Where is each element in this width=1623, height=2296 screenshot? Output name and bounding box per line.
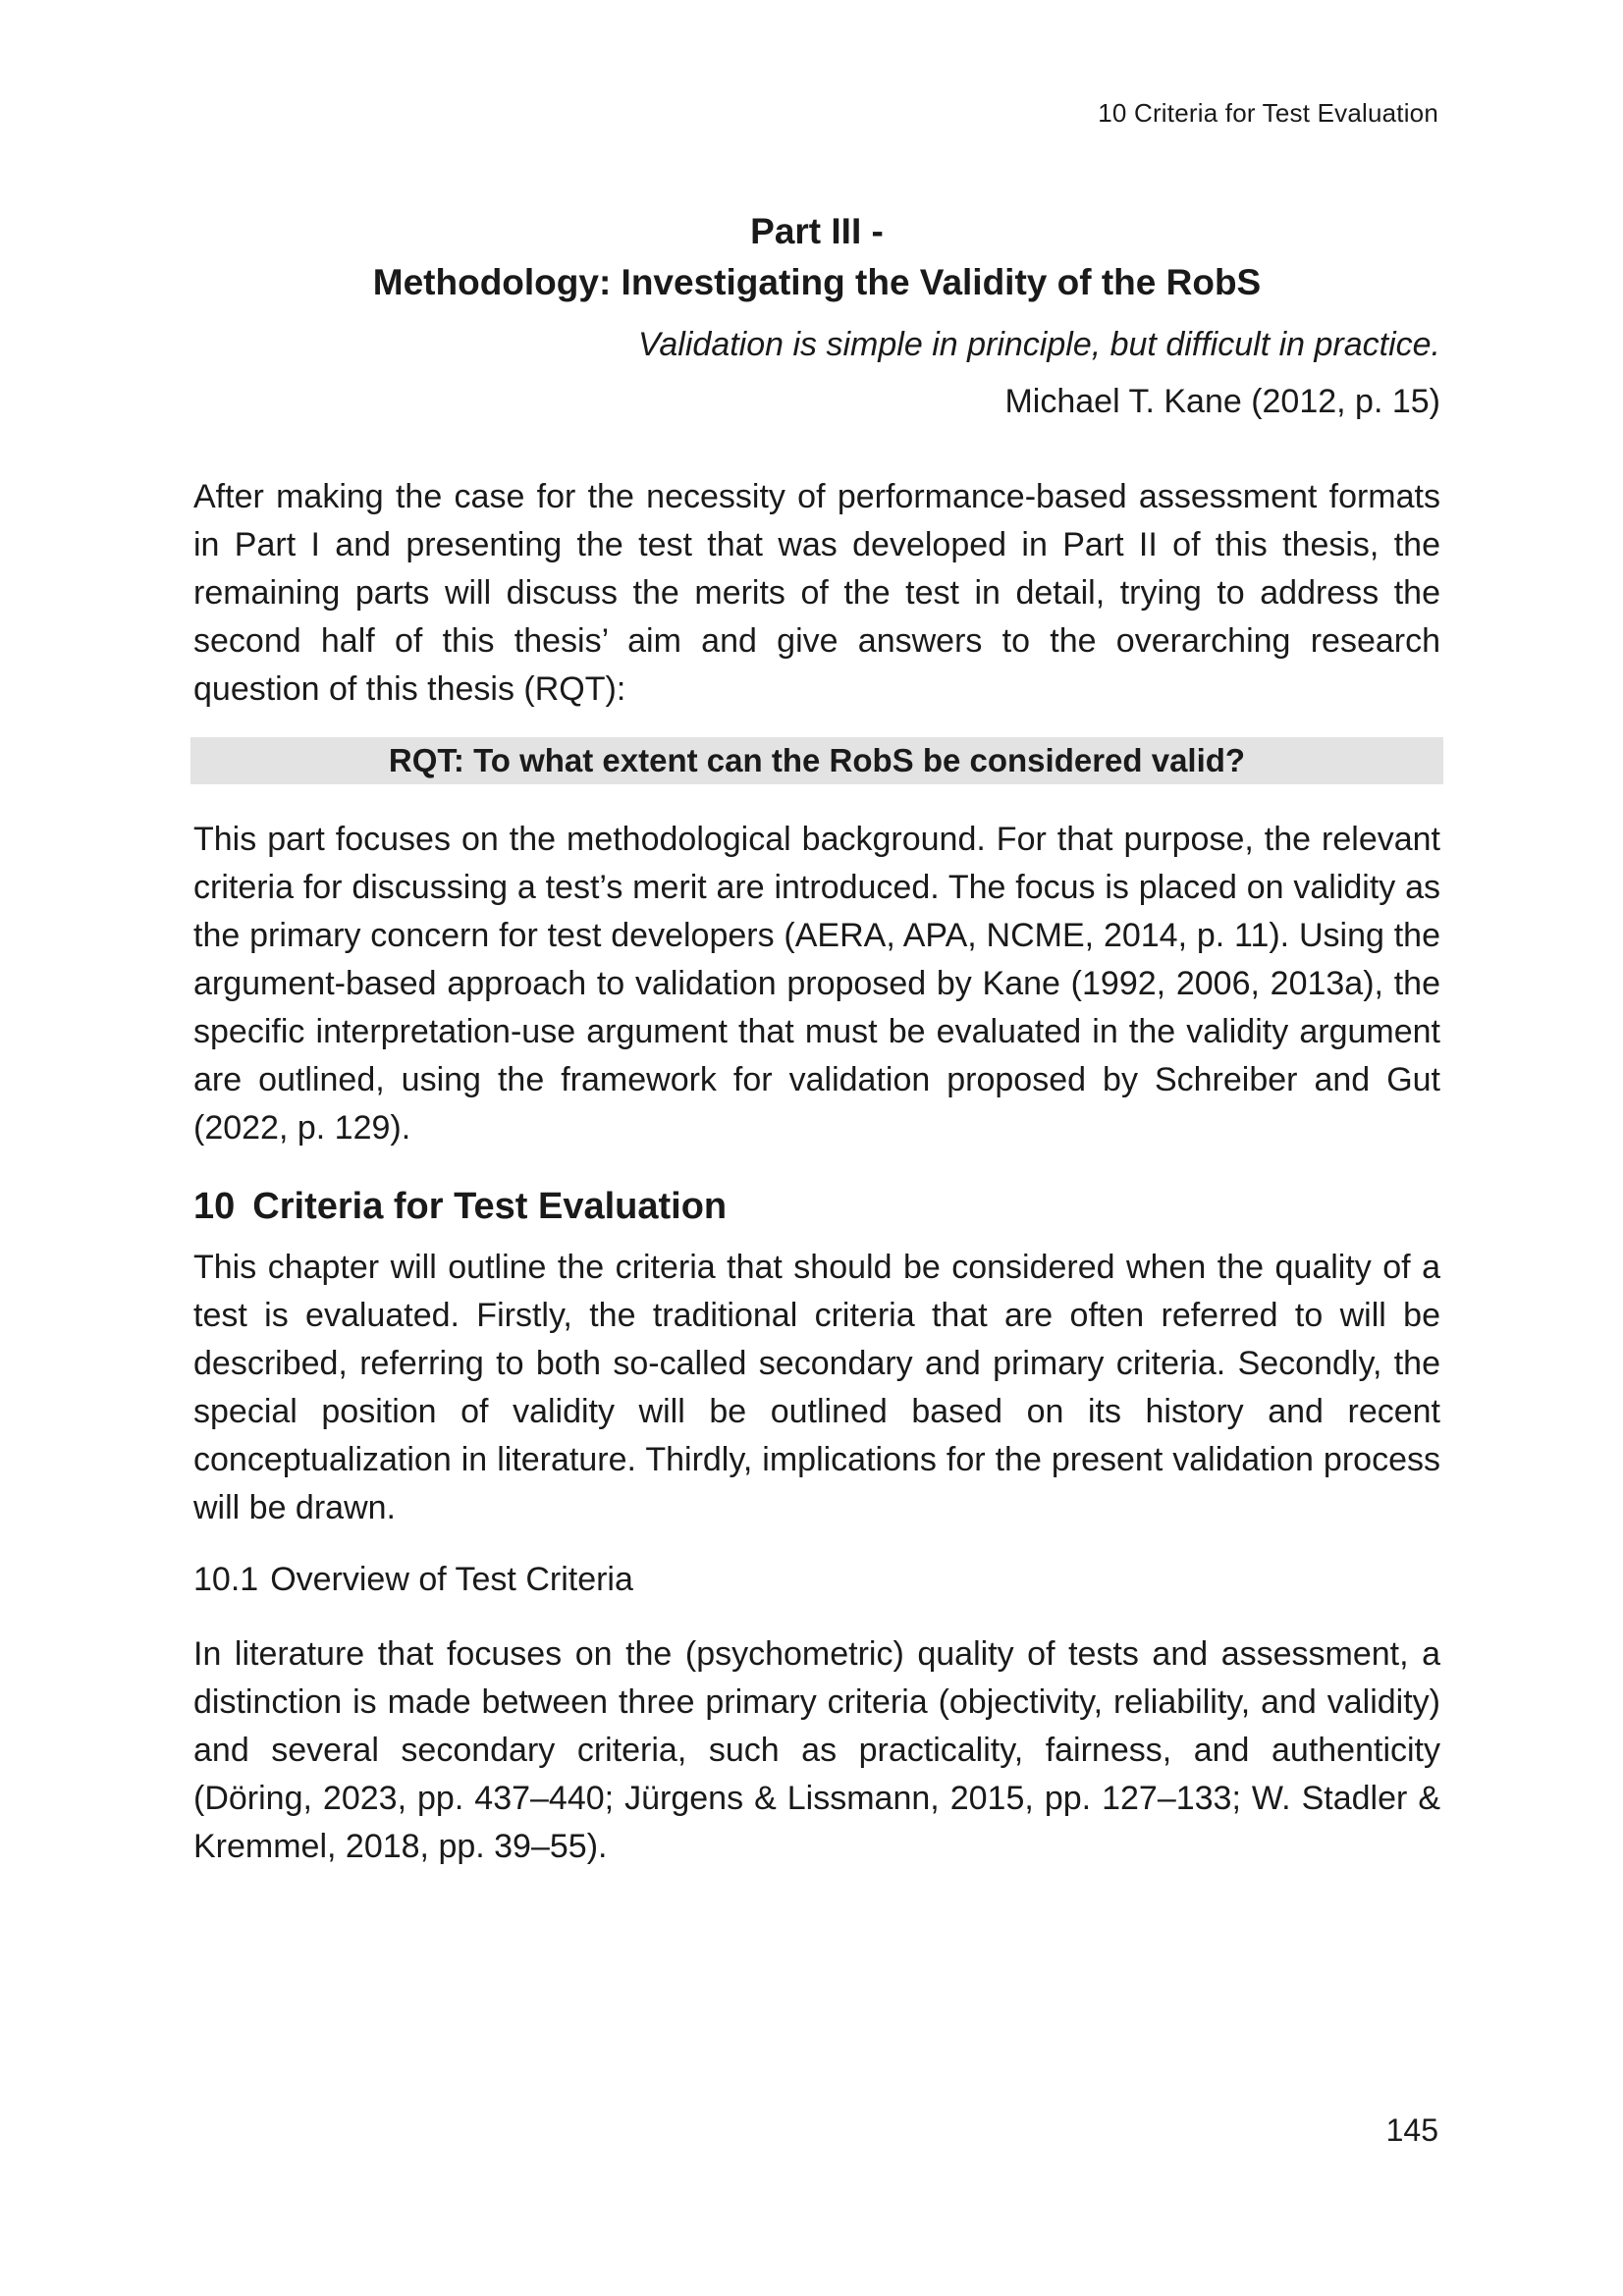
- part-title: [193, 206, 1440, 308]
- page-number: 145: [1385, 2112, 1438, 2148]
- section-title: Overview of Test Criteria: [270, 1561, 633, 1598]
- part-title-line1: Part III -: [750, 211, 884, 251]
- epigraph: [638, 316, 1440, 430]
- chapter-heading: [193, 1181, 727, 1232]
- chapter-number: 10: [193, 1186, 236, 1227]
- part-title-line2: Methodology: Investigating the Validity of the RobS: [372, 262, 1262, 302]
- section-intro-paragraph: In literature that focuses on the (psychometric) quality of tests and assessment, a distinction is made between three primary criteria (objectivity, reliability, and validity) and several secondary criteria, such as practicality, fairness, and authenticity (Döring, 2023, pp. 437–440; Jürgens & Lissmann, 2015, pp. 127–133; W. Stadler & Kremmel, 2018, pp. 39–55).: [193, 1635, 1440, 1865]
- intro-paragraph: After making the case for the necessity of performance-based assessment formats in Part I and presenting the test that was developed in Part II of this thesis, the remaining parts will discuss the merits of the test in detail, trying to address the second half of this thesis’ aim and give answers to the overarching research question of this thesis (RQT):: [193, 478, 1440, 708]
- epigraph-attribution: Michael T. Kane (2012, p. 15): [1004, 383, 1440, 420]
- section-number: 10.1: [193, 1561, 259, 1598]
- epigraph-quote: Validation is simple in principle, but difficult in practice.: [637, 326, 1440, 363]
- chapter-intro-paragraph: This chapter will outline the criteria that should be considered when the quality of a test is evaluated. Firstly, the traditional criteria that are often referred to will be described, referring to both so-called secondary and primary criteria. Secondly, the special position of validity will be outlined based on its history and recent conceptualization in literature. Thirdly, implications for the present validation process will be drawn.: [193, 1249, 1440, 1526]
- research-question-box: RQT: To what extent can the RobS be considered valid?: [190, 737, 1443, 784]
- chapter-title: Criteria for Test Evaluation: [252, 1186, 728, 1227]
- methodology-paragraph: This part focuses on the methodological background. For that purpose, the relevant criteria for discussing a test’s merit are introduced. The focus is placed on validity as the primary concern for test developers (AERA, APA, NCME, 2014, p. 11). Using the argument-based approach to validation proposed by Kane (1992, 2006, 2013a), the specific interpretation-use argument that must be evaluated in the validity argument are outlined, using the framework for validation proposed by Schreiber and Gut (2022, p. 129).: [193, 821, 1440, 1147]
- section-heading: [193, 1555, 633, 1604]
- running-header: 10 Criteria for Test Evaluation: [1098, 98, 1438, 128]
